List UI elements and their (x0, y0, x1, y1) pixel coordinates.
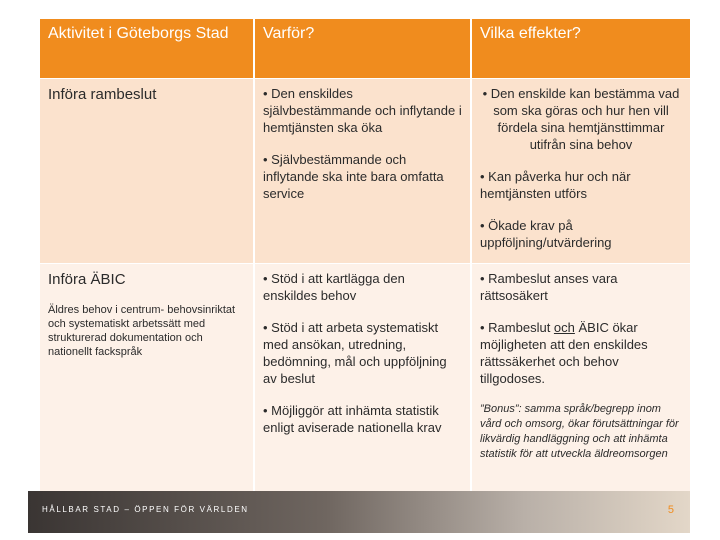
why-item: • Självbestämmande och inflytande ska inte bara omfatta service (263, 152, 444, 201)
header-why: Varför? (253, 19, 470, 78)
why-item: • Stöd i att kartlägga den enskildes behov (263, 271, 405, 303)
activity-cell (40, 263, 253, 495)
effects-cell (470, 263, 690, 495)
why-item: • Den enskildes självbestämmande och inflytande i hemtjänsten ska öka (263, 86, 462, 135)
effect-item: • Den enskilde kan bestämma vad som ska göras och hur hen vill fördela sina hemtjänsttimmar utifrån sina behov (482, 86, 680, 152)
effect-item: • Ökade krav på uppföljning/utvärdering (480, 218, 612, 250)
footer-slogan: HÅLLBAR STAD – ÖPPEN FÖR VÄRLDEN (42, 505, 249, 514)
why-cell (253, 263, 470, 495)
bonus-note: ”Bonus”: samma språk/begrepp inom vård och omsorg, ökar förutsättningar för likvärdig handläggning och att inhämta statistik för att utveckla äldreomsorgen (480, 403, 679, 460)
activity-description: Äldres behov i centrum- behovsinriktat och systematiskt arbetssätt med strukturerad dokumentation och nationellt fackspråk (48, 304, 236, 358)
why-cell (253, 78, 470, 263)
effects-cell (470, 78, 690, 263)
header-activity: Aktivitet i Göteborgs Stad (40, 19, 253, 78)
why-item: • Möjliggör att inhämta statistik enligt aviserade nationella krav (263, 403, 442, 435)
header-effects: Vilka effekter? (470, 19, 690, 78)
effect-item: • Rambeslut anses vara rättsosäkert (480, 271, 618, 303)
effect-text: ÄBIC ökar möjligheten att den enskildes rättssäkerhet och behov tillgodoses. (480, 320, 648, 386)
effect-underlined-word: och (553, 320, 575, 335)
effect-item: • Kan påverka hur och när hemtjänsten utförs (480, 169, 631, 201)
table-row (40, 263, 690, 495)
effect-item (480, 319, 682, 387)
why-item: • Stöd i att arbeta systematiskt med ansökan, utredning, bedömning, mål och uppföljning av beslut (263, 320, 447, 386)
table-row (40, 78, 690, 263)
content-table (40, 19, 690, 495)
page-number: 5 (667, 504, 674, 516)
activity-title: Införa ÄBIC (48, 271, 126, 288)
activity-cell (40, 78, 253, 263)
table-header-row (40, 19, 690, 78)
effect-text: • Rambeslut (480, 320, 554, 335)
activity-title: Införa rambeslut (48, 86, 157, 103)
footer-bar (28, 491, 690, 533)
